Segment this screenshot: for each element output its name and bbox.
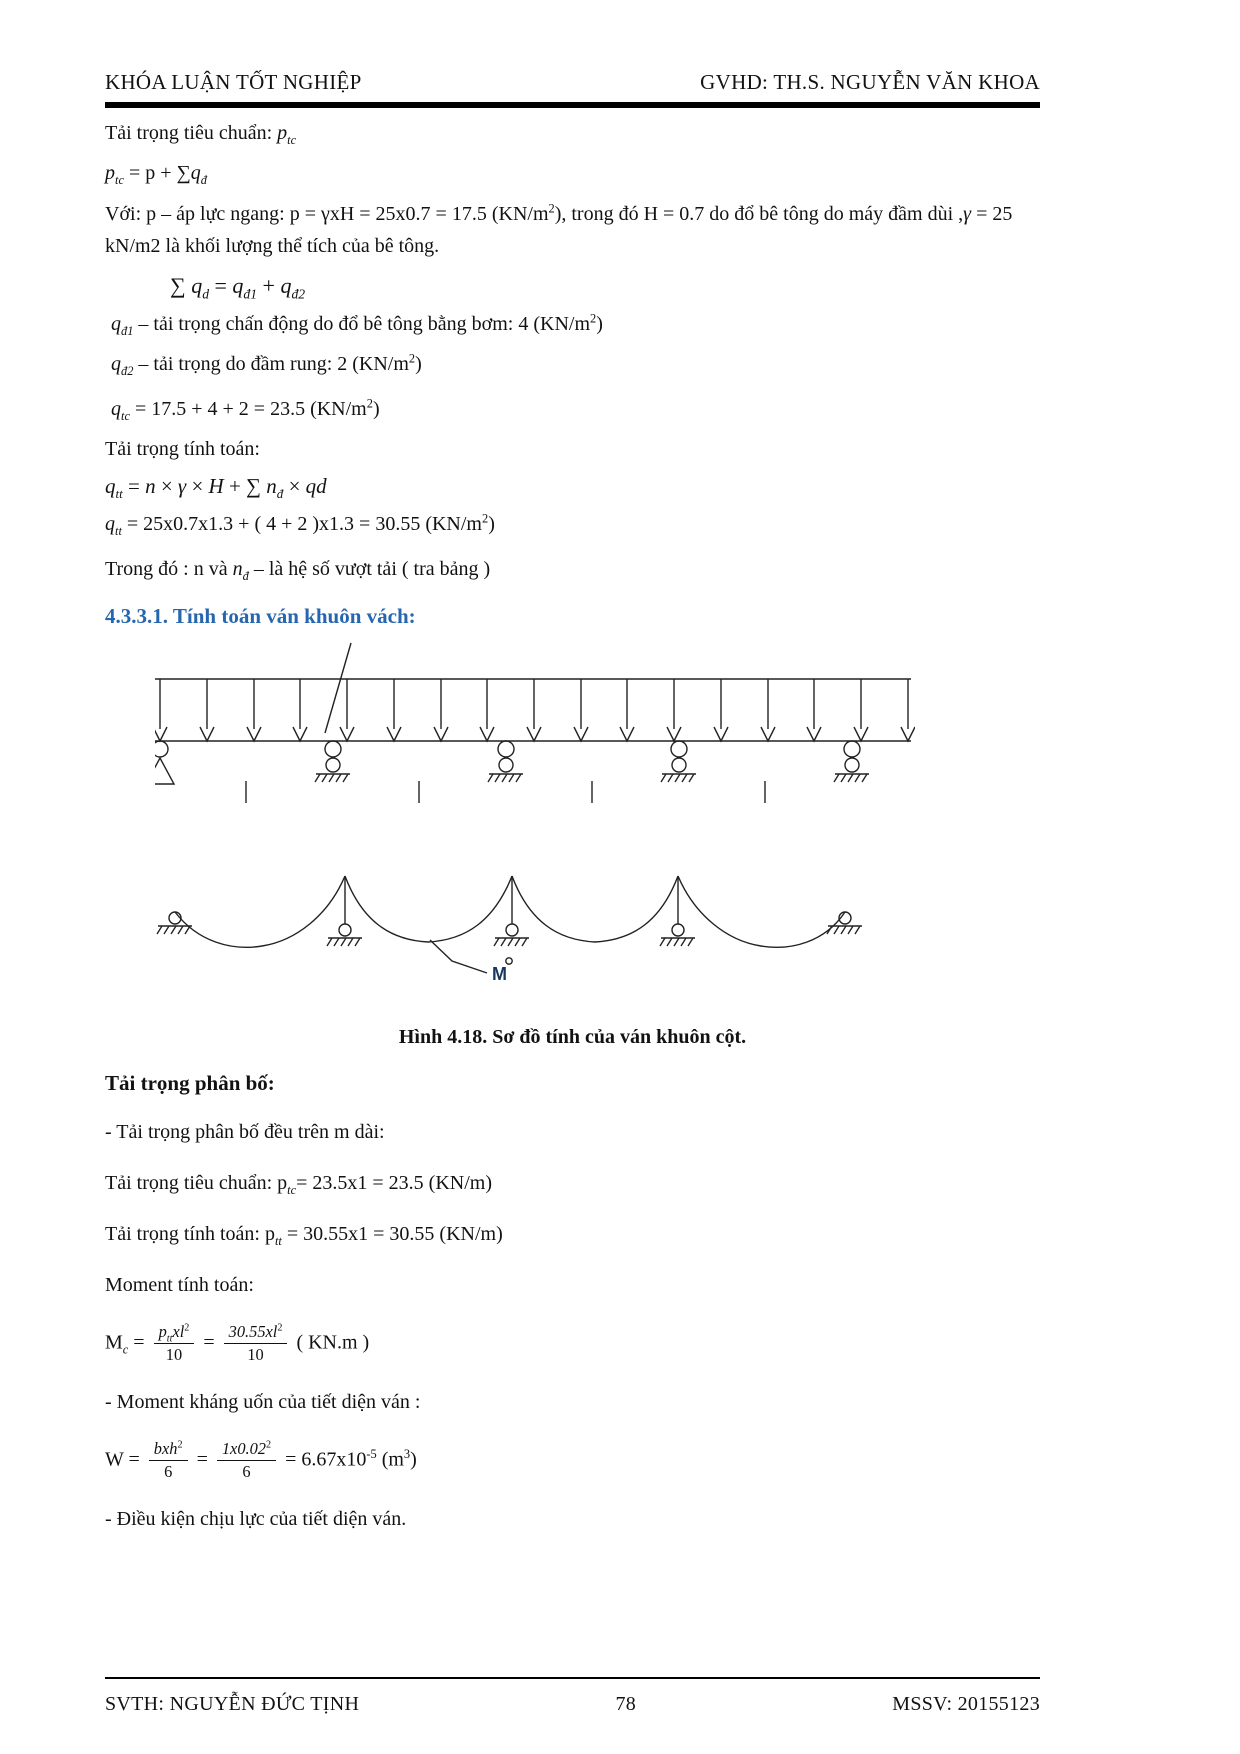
para-pressure-explanation: Với: p – áp lực ngang: p = γxH = 25x0.7 = 17.5 $(KN/m^2)$, trong đó H = 0.7 do đổ bê tông do máy đầm dùi ,γ = 25 kN/m2 là khối lượng thể tích của bê tông. — [105, 201, 1013, 258]
roller-support-icon — [157, 912, 192, 934]
page-header — [105, 70, 1040, 108]
line-standard-load-label: Tải trọng tiêu chuẩn: $p_{tc}$ — [105, 122, 297, 147]
line-moment-formula: $M_c$ = $\frac{p_{tt}xl^2}{10}$ = $\frac{30.55xl^2}{10}$ ( KN.m ) — [105, 1321, 370, 1365]
line-distributed-load-note: - Tải trọng phân bố đều trên m dài: — [105, 1120, 385, 1143]
distributed-load — [155, 643, 915, 741]
roller-support-icon — [660, 924, 695, 946]
header-supervisor: GVHD: TH.S. NGUYỄN VĂN KHOA — [700, 70, 1040, 94]
moment-leader-line — [430, 940, 487, 973]
moment-label: M — [492, 963, 507, 984]
moment-supports — [157, 912, 862, 946]
line-section-modulus-formula: W = $\frac{bxh^2}{6}$ = $\frac{1x0.02^2}{6}$ = $6.67x10^{-5}$ $(m^3)$ — [105, 1438, 417, 1482]
roller-support-icon — [315, 741, 350, 782]
roller-support-icon — [834, 741, 869, 782]
moment-label-red-dot-icon — [506, 958, 512, 964]
load-scheme-diagram — [155, 641, 915, 819]
line-qtt-formula: $q_{tt} = n \times \gamma \times H$ + ∑ $n_đ$ × qd — [105, 473, 327, 501]
roller-support-icon — [488, 741, 523, 782]
page-footer — [105, 1677, 1040, 1716]
moment-curves — [175, 876, 845, 947]
span-dimension-ticks — [246, 781, 765, 803]
pin-support-icon — [155, 758, 174, 784]
line-section-modulus-label: - Moment kháng uốn của tiết diện ván : — [105, 1390, 421, 1413]
footer-page-number: 78 — [615, 1693, 637, 1715]
figure-caption: Hình 4.18. Sơ đồ tính của ván khuôn cột. — [398, 1025, 747, 1048]
line-overload-factor-note: Trong đó : n và $n_đ$ – là hệ số vượt tải ( tra bảng ) — [105, 557, 491, 583]
footer-student-id: MSSV: 20155123 — [892, 1693, 1040, 1715]
line-ptt-per-meter: Tải trọng tính toán: $p_{tt} = 30.55x1 = 30.55$ (KN/m) — [105, 1222, 503, 1248]
line-sum-qd-formula: ∑ $q_d = q_{đ1} + q_{đ2}$ — [170, 272, 306, 302]
line-strength-condition: - Điều kiện chịu lực của tiết diện ván. — [105, 1507, 407, 1530]
line-design-load-label: Tải trọng tính toán: — [105, 437, 260, 460]
roller-support-icon — [327, 924, 362, 946]
figure-load-scheme — [105, 641, 1040, 824]
beam-supports — [155, 741, 869, 784]
roller-support-icon — [661, 741, 696, 782]
figure-moment-diagram — [105, 866, 1040, 1006]
line-ptc-formula: $p_{tc} = p + \sum q_đ$ — [105, 162, 207, 187]
line-ptc-per-meter: Tải trọng tiêu chuẩn: $p_{tc}= 23.5x1 = 23.5$ (KN/m) — [105, 1171, 493, 1197]
section-heading: 4.3.3.1. Tính toán ván khuôn vách: — [105, 603, 416, 628]
footer-student: SVTH: NGUYỄN ĐỨC TỊNH — [105, 1693, 360, 1715]
roller-support-icon — [827, 912, 862, 934]
line-qtt-result: $q_{tt} = 25x0.7x1.3$ + ( 4 + 2 )x1.3 = 30.55 $(KN/m^2)$ — [105, 511, 495, 538]
line-qd2-definition: $q_{đ2}$ – tải trọng do đầm rung: 2 $(KN/m^2)$ — [111, 351, 422, 378]
line-qtc-result: $q_{tc} = 17.5 + 4 + 2 = 23.5$ $(KN/m^2)$ — [111, 396, 380, 423]
line-moment-calc-label: Moment tính toán: — [105, 1273, 254, 1296]
line-distributed-load-heading: Tải trọng phân bố: — [105, 1070, 275, 1095]
moment-diagram — [150, 866, 880, 1001]
roller-support-icon — [494, 924, 529, 946]
line-qd1-definition: $q_{đ1}$ – tải trọng chấn động do đổ bê tông bằng bơm: 4 $(KN/m^2)$ — [111, 311, 603, 338]
header-title: KHÓA LUẬN TỐT NGHIỆP — [105, 70, 362, 94]
